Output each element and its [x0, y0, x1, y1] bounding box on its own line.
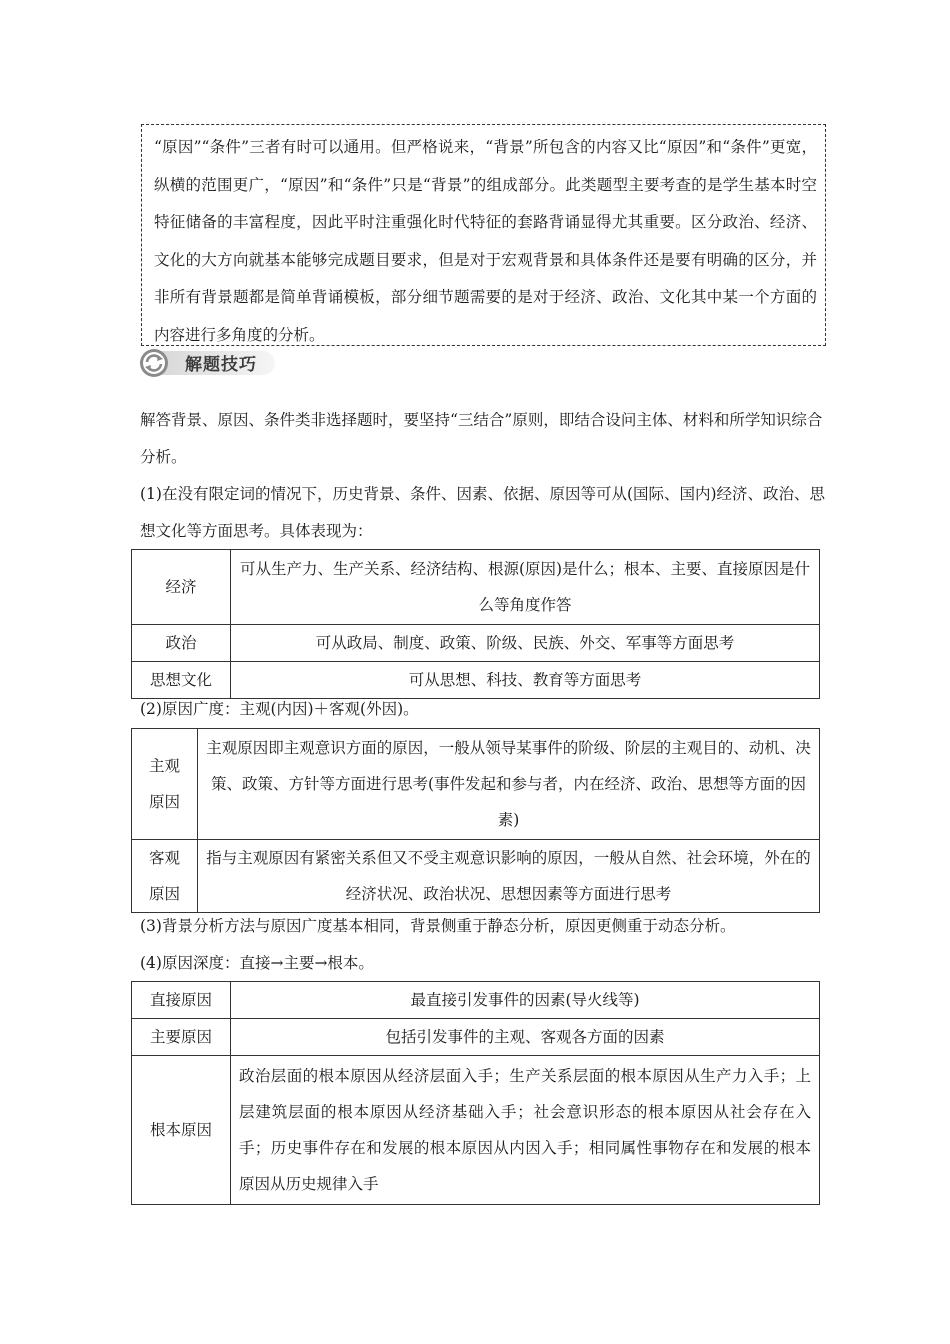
paragraph-principle: 解答背景、原因、条件类非选择题时，要坚持“三结合”原则，即结合设问主体、材料和所学知识综合分析。 [140, 411, 823, 466]
section-header-label: 解题技巧 [185, 355, 257, 375]
intro-text-box [141, 124, 826, 346]
table-cell-text: 主观原因即主观意识方面的原因，一般从领导某事件的阶级、阶层的主观目的、动机、决策、政策、方针等方面进行思考(事件发起和参与者，内在经济、政治、思想等方面的因素) [198, 729, 820, 840]
table-breadth [131, 728, 820, 913]
table-row [132, 550, 820, 625]
section-header-tips [139, 348, 279, 378]
paragraph-item-4: (4)原因深度：直接→主要→根本。 [140, 954, 374, 972]
table-row [132, 1019, 820, 1056]
table-cell-text: 政治层面的根本原因从经济层面入手；生产关系层面的根本原因从生产力入手；上层建筑层面的根本原因从经济基础入手；社会意识形态的根本原因从社会存在入手；历史事件存在和发展的根本原因从内因入手；相同属性事物存在和发展的根本原因从历史规律入手 [231, 1056, 820, 1205]
table-cell-text: 包括引发事件的主观、客观各方面的因素 [231, 1019, 820, 1056]
table-cell-label: 客观原因 [132, 840, 198, 913]
table-cell-label: 主要原因 [132, 1019, 231, 1056]
table-row [132, 840, 820, 913]
table-depth [131, 981, 820, 1205]
table-cell-text: 可从生产力、生产关系、经济结构、根源(原因)是什么；根本、主要、直接原因是什么等角度作答 [231, 550, 820, 625]
refresh-cycle-icon [139, 348, 169, 378]
table-row [132, 982, 820, 1019]
table-aspects [131, 549, 820, 699]
table-cell-label: 政治 [132, 625, 231, 662]
table-cell-label: 经济 [132, 550, 231, 625]
table-cell-label: 主观原因 [132, 729, 198, 840]
table-cell-label: 直接原因 [132, 982, 231, 1019]
intro-paragraph: “原因”“条件”三者有时可以通用。但严格说来，“背景”所包含的内容又比“原因”和“条件”更宽，纵横的范围更广，“原因”和“条件”只是“背景”的组成部分。此类题型主要考查的是学生基本时空特征储备的丰富程度，因此平时注重强化时代特征的套路背诵显得尤其重要。区分政治、经济、文化的大方向就基本能够完成题目要求，但是对于宏观背景和具体条件还是要有明确的区分，并非所有背景题都是简单背诵模板，部分细节题需要的是对于经济、政治、文化其中某一个方面的内容进行多角度的分析。 [154, 138, 817, 344]
table-row [132, 1056, 820, 1205]
paragraph-item-2: (2)原因广度：主观(内因)＋客观(外因)。 [140, 700, 419, 718]
table-cell-label: 根本原因 [132, 1056, 231, 1205]
table-cell-text: 可从思想、科技、教育等方面思考 [231, 662, 820, 699]
table-row [132, 729, 820, 840]
paragraph-item-3: (3)背景分析方法与原因广度基本相同，背景侧重于静态分析，原因更侧重于动态分析。 [140, 917, 736, 935]
table-cell-text: 最直接引发事件的因素(导火线等) [231, 982, 820, 1019]
table-row [132, 625, 820, 662]
table-cell-text: 可从政局、制度、政策、阶级、民族、外交、军事等方面思考 [231, 625, 820, 662]
table-cell-text: 指与主观原因有紧密关系但又不受主观意识影响的原因，一般从自然、社会环境，外在的经济状况、政治状况、思想因素等方面进行思考 [198, 840, 820, 913]
paragraph-item-1: (1)在没有限定词的情况下，历史背景、条件、因素、依据、原因等可从(国际、国内)经济、政治、思想文化等方面思考。具体表现为： [140, 485, 826, 540]
table-cell-label: 思想文化 [132, 662, 231, 699]
